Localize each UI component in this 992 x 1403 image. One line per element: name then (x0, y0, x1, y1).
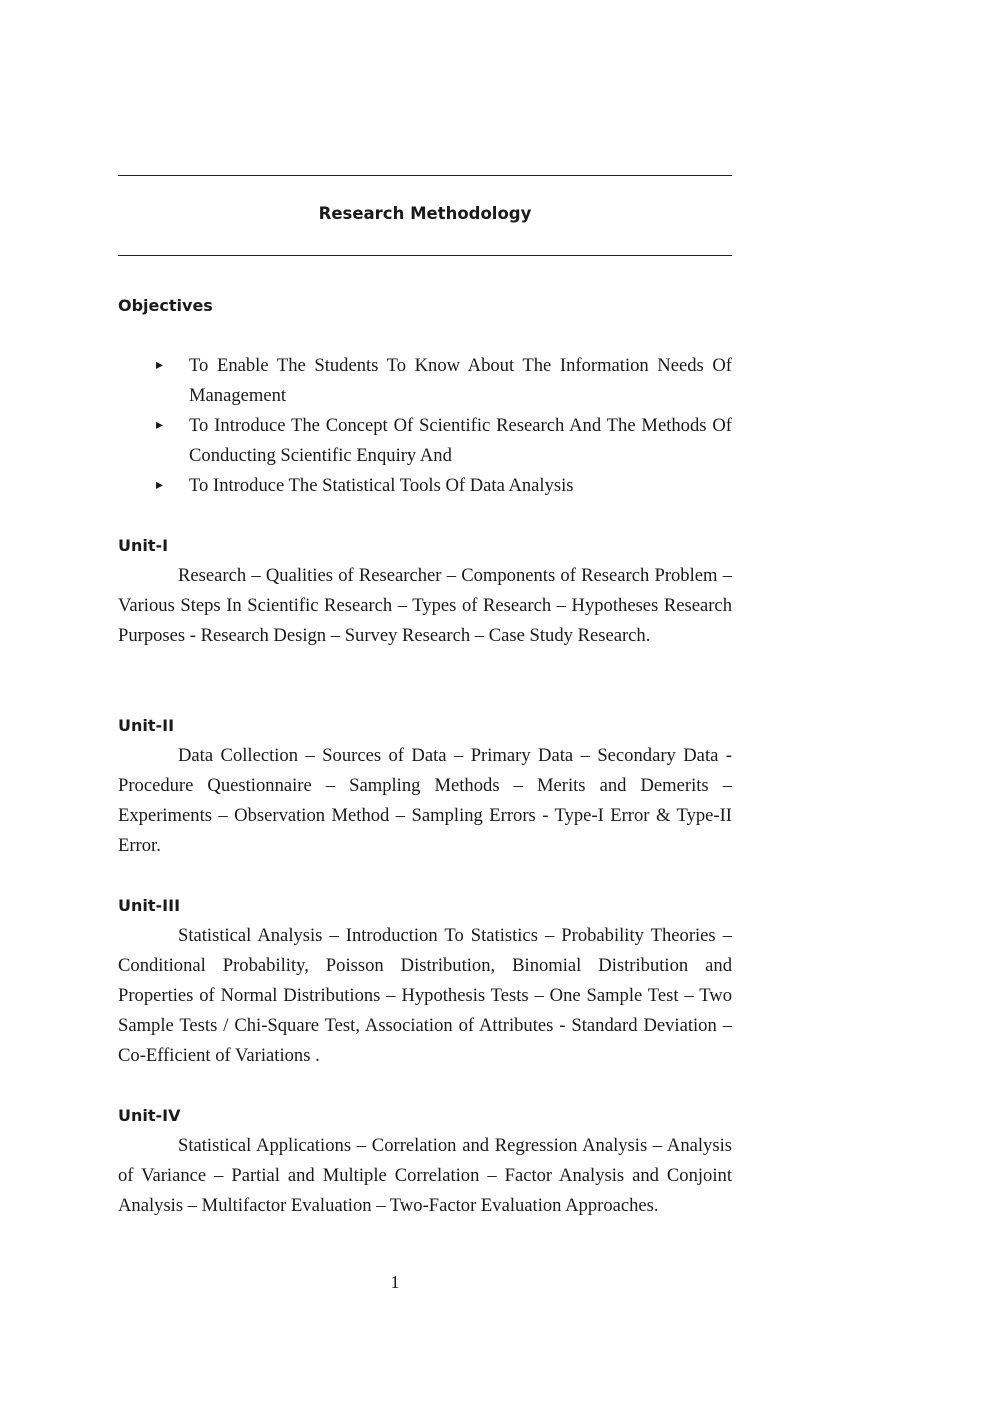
page-number: 1 (390, 1272, 400, 1292)
objectives-heading: Objectives (118, 296, 213, 315)
unit-2-text: Data Collection – Sources of Data – Primary Data – Secondary Data - Procedure Questionnaire – Sampling Methods – Merits and Demerits – Experiments – Observation Method – Sampling Errors - Type-I Error & Type-II Error. (118, 745, 732, 856)
unit-4-heading: Unit-IV (118, 1106, 181, 1125)
unit-4-text: Statistical Applications – Correlation and Regression Analysis – Analysis of Variance – Partial and Multiple Correlation – Factor Analysis and Conjoint Analysis – Multifactor Evaluation – Two-Factor Evaluation Approaches. (118, 1135, 732, 1216)
bullet-arrow-icon: ▸ (156, 418, 164, 433)
page-title: Research Methodology (318, 204, 532, 223)
list-item: ▸ To Enable The Students To Know About The Information Needs Of Management (118, 351, 732, 411)
bullet-arrow-icon: ▸ (156, 358, 164, 373)
unit-3-heading: Unit-III (118, 896, 181, 915)
unit-1-text: Research – Qualities of Researcher – Components of Research Problem – Various Steps In Scientific Research – Types of Research – Hypotheses Research Purposes - Research Design – Survey Research – Case Study Research. (118, 565, 732, 646)
list-item: ▸ To Introduce The Concept Of Scientific Research And The Methods Of Conducting Scientific Enquiry And (118, 411, 732, 471)
unit-3-text: Statistical Analysis – Introduction To Statistics – Probability Theories – Conditional Probability, Poisson Distribution, Binomial Distribution and Properties of Normal Distributions – Hypothesis Tests – One Sample Test – Two Sample Tests / Chi-Square Test, Association of Attributes - Standard Deviation – Co-Efficient of Variations . (118, 925, 732, 1066)
bullet-arrow-icon: ▸ (156, 478, 164, 493)
top-rule (118, 175, 732, 176)
unit-1-heading: Unit-I (118, 536, 169, 555)
objectives-list (118, 351, 732, 501)
unit-2-heading: Unit-II (118, 716, 175, 735)
list-item: ▸ To Introduce The Statistical Tools Of Data Analysis (118, 471, 732, 501)
title-bottom-rule (118, 255, 732, 256)
